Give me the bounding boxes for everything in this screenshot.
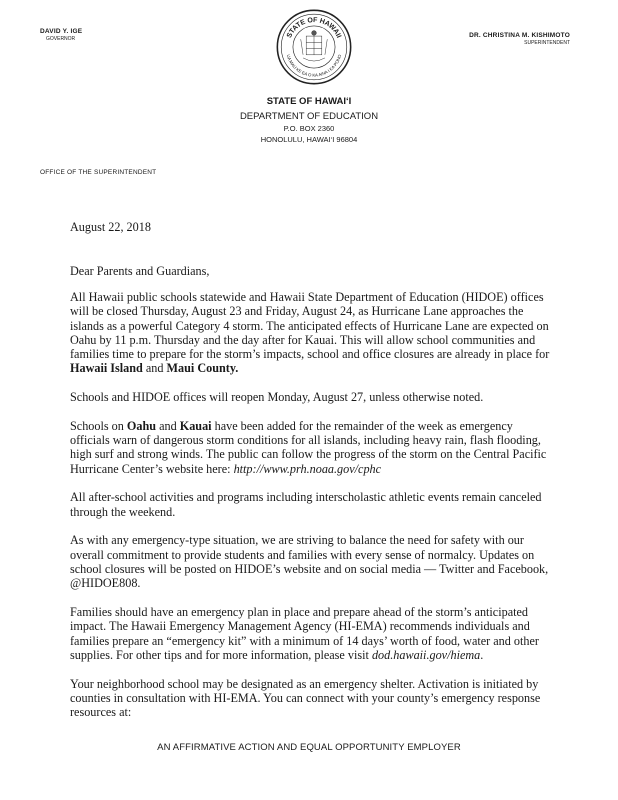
seal-text-bottom: UA MAU KE EA O KA AINA I KA PONO [285,53,343,78]
paragraph-reopen: Schools and HIDOE offices will reopen Monday, August 27, unless otherwise noted. [70,390,484,405]
paragraph-closures-end: . [235,361,239,376]
seal-text-top: STATE OF HAWAII [286,16,343,40]
paragraph-oahu-kauai-pre: Schools on [70,418,127,433]
letterhead [0,96,618,145]
hawaii-island-bold: Hawaii Island [70,361,143,376]
svg-text:STATE OF HAWAII [286,17,342,39]
paragraph-closures-and: and [142,361,167,376]
paragraph-emergency-plan-end: . [480,647,484,662]
cphc-link[interactable]: http://www.prh.noaa.gov/cphc [233,461,382,476]
oahu-bold: Oahu [126,418,157,433]
letterhead-city: HONOLULU, HAWAI‘I 96804 [260,135,358,144]
salutation: Dear Parents and Guardians, [70,264,210,278]
governor-block [40,28,82,42]
paragraph-emergency-plan-text: Families should have an emergency plan in place and prepare ahead of the storm’s anticipated impact. The Hawaii Emergency Management Agency (HI-EMA) recommends individuals and families prepare an “emergency kit” with a minimum of 14 days’ worth of food, water and other supplies. For other tips and for more information, please visit [70,605,539,662]
governor-name: DAVID Y. IGE [40,28,83,35]
letterhead-department: DEPARTMENT OF EDUCATION [239,111,379,122]
svg-text:UA MAU KE EA O KA AINA I KA PO [286,53,343,77]
governor-title: GOVERNOR [46,36,76,42]
paragraph-closures [70,290,550,376]
kauai-bold: Kauai [179,418,212,433]
paragraph-shelter: Your neighborhood school may be designated as an emergency shelter. Activation is initiated by counties in consultation with HI-EMA. You can connect with your county’s emergency response resources at: [70,676,541,720]
paragraph-emergency-plan [70,605,550,662]
paragraph-oahu-kauai-and: and [156,418,180,433]
superintendent-block [469,32,570,46]
paragraph-normalcy: As with any emergency-type situation, we are striving to balance the need for safety with our overall commitment to provide students and families with every sense of normalcy. Updates on school closures will be posted on HIDOE’s website and on social media — Twitter and Facebook, @HIDOE808. [70,533,549,591]
paragraph-closures-text: All Hawaii public schools statewide and Hawaii State Department of Education (HIDOE) offices will be closed Thursday, August 23 and Friday, August 24, as Hurricane Lane approaches the islands as a powerful Category 4 storm. The anticipated effects of Hurricane Lane are expected on Oahu by 11 p.m. Thursday and the day after for Kauai. This will allow school communities and families time to prepare for the storm’s impacts, school and office closures are already in place for [70,290,550,362]
state-seal-icon [275,8,353,86]
hiema-link[interactable]: dod.hawaii.gov/hiema [371,647,481,662]
office-label: OFFICE OF THE SUPERINTENDENT [40,169,157,176]
paragraph-oahu-kauai [70,419,550,476]
letterhead-po-box: P.O. BOX 2360 [283,124,335,133]
superintendent-name: DR. CHRISTINA M. KISHIMOTO [469,32,570,39]
letter-date: August 22, 2018 [70,220,151,234]
paragraph-oahu-kauai-text: have been added for the remainder of the week as emergency officials warn of dangerous storm conditions for all islands, including heavy rain, flash flooding, high surf and strong winds. The public can follow the progress of the storm on the Central Pacific Hurricane Center’s website here: [70,418,547,476]
paragraph-activities: All after-school activities and programs including interscholastic athletic events remain canceled through the weekend. [70,490,542,519]
letterhead-state: STATE OF HAWAI‘I [266,96,352,107]
letter-body [70,290,550,734]
superintendent-title: SUPERINTENDENT [524,40,570,46]
maui-county-bold: Maui County [166,361,236,376]
footer-eeo: AN AFFIRMATIVE ACTION AND EQUAL OPPORTUNITY EMPLOYER [157,742,461,753]
